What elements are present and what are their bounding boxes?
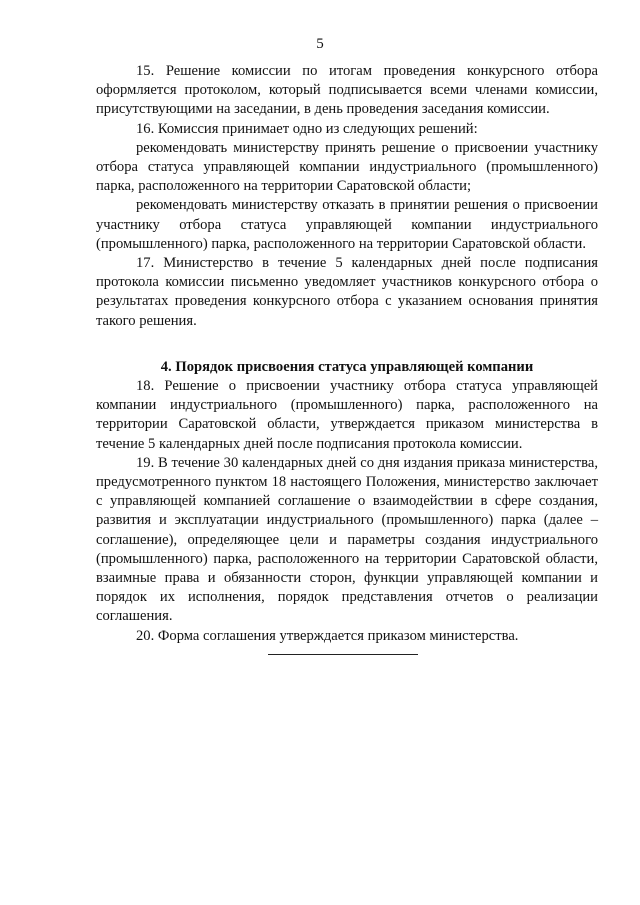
paragraph-16: 16. Комиссия принимает одно из следующих решений: [136, 120, 478, 137]
paragraph-16-option-recommend: рекомендовать министерству принять решение о присвоении участнику отбора статуса управляющей компании индустриального (промышленного) парка, расположенного на территории Саратовской области; [96, 139, 598, 195]
paragraph-20: 20. Форма соглашения утверждается приказом министерства. [136, 627, 519, 644]
paragraph-17: 17. Министерство в течение 5 календарных дней после подписания протокола комиссии письменно уведомляет участников конкурсного отбора о результатах проведения конкурсного отбора с указанием основания принятия такого решения. [96, 255, 598, 329]
paragraph-15: 15. Решение комиссии по итогам проведения конкурсного отбора оформляется протоколом, который подписывается всеми членами комиссии, присутствующими на заседании, в день проведения заседания комиссии. [96, 63, 598, 118]
end-separator-line [268, 654, 418, 655]
section-heading: 4. Порядок присвоения статуса управляющей компании [160, 358, 534, 375]
document-body [96, 62, 598, 646]
paragraph-19: 19. В течение 30 календарных дней со дня издания приказа министерства, предусмотренного пунктом 18 настоящего Положения, министерство заключает с управляющей компанией соглашение о взаимодействии в сфере создания, развития и эксплуатации индустриального (промышленного) парка (далее – соглашение), определяющее цели и параметры создания индустриального (промышленного) парка, расположенного на территории Саратовской области, взаимные права и обязанности сторон, функции управляющей компании и порядок их исполнения, порядок представления отчетов о реализации соглашения. [96, 454, 598, 625]
paragraph-16-option-refuse: рекомендовать министерству отказать в принятии решения о присвоении участнику отбора статуса управляющей компании индустриального (промышленного) парка, расположенного на территории Саратовской области. [96, 197, 598, 252]
paragraph-18: 18. Решение о присвоении участнику отбора статуса управляющей компании индустриального (промышленного) парка, расположенного на территории Саратовской области, утверждается приказом министерства в течение 5 календарных дней после подписания протокола комиссии. [96, 378, 598, 452]
page-number: 5 [316, 36, 324, 52]
